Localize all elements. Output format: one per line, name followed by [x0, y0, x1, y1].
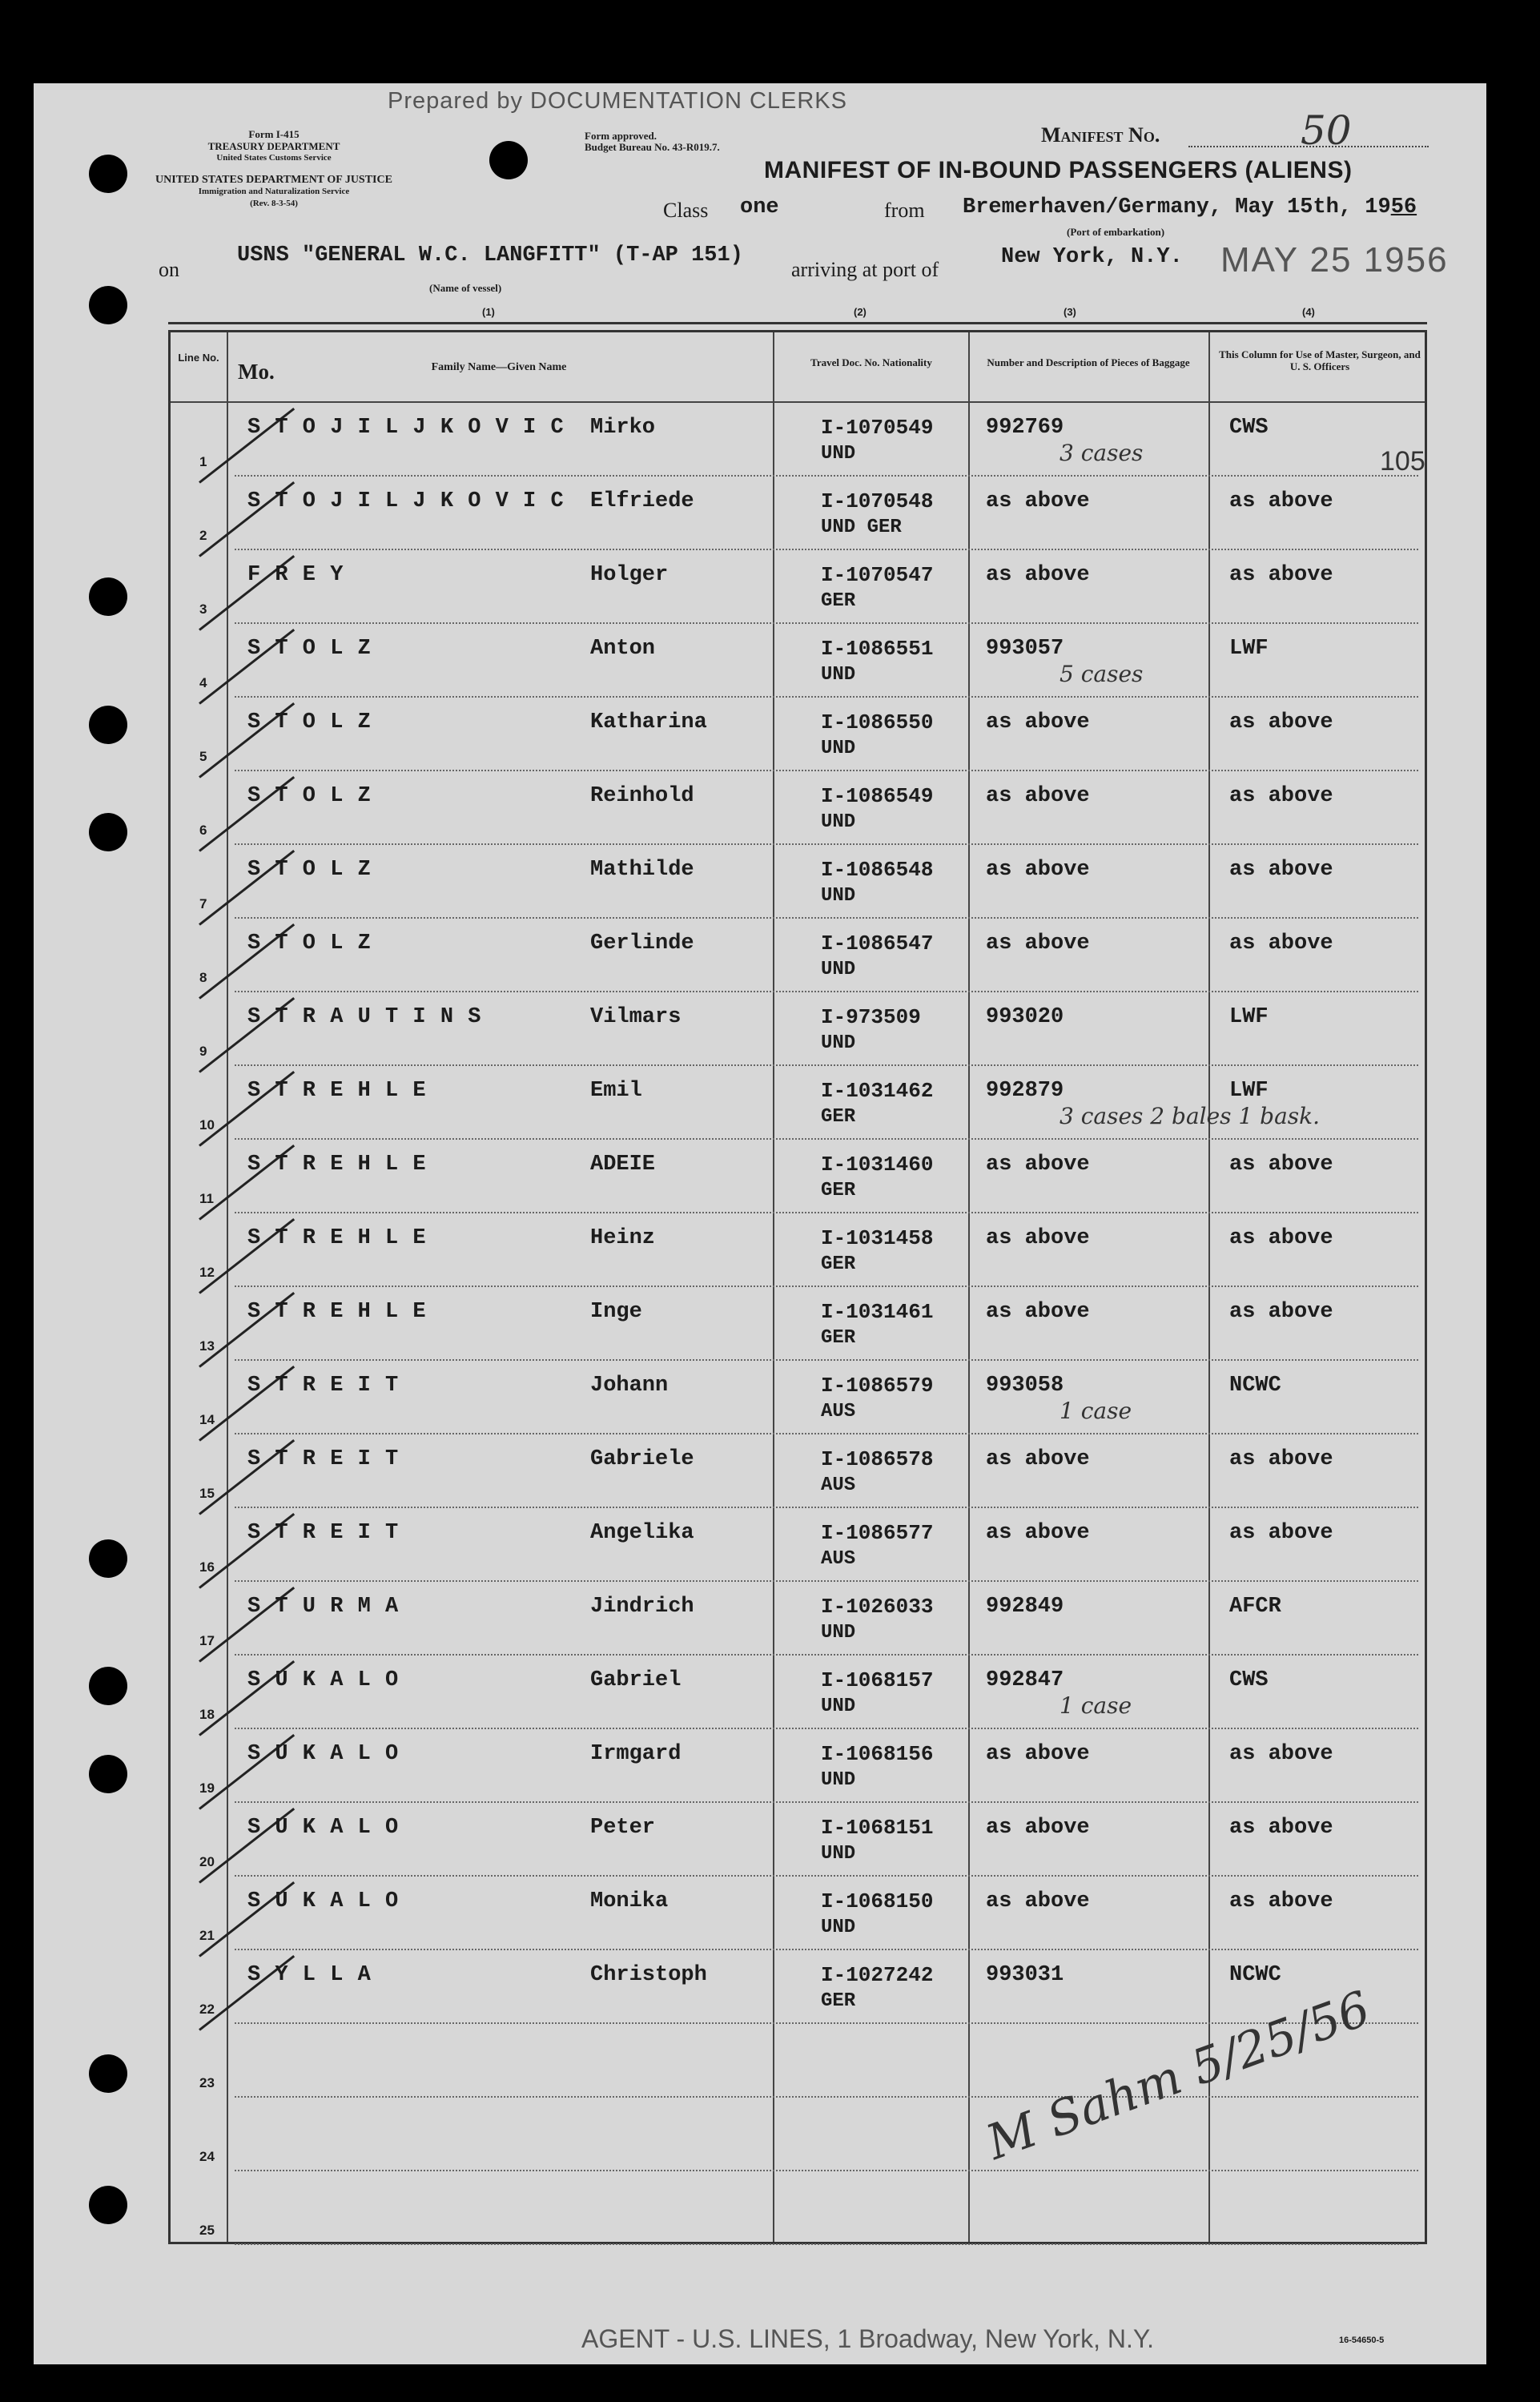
row-separator: [235, 2170, 1418, 2171]
line-number: 7: [199, 896, 207, 911]
given-name: Vilmars: [590, 1005, 682, 1029]
line-number: 5: [199, 749, 207, 764]
budget-bureau: Budget Bureau No. 43-R019.7.: [585, 141, 720, 153]
officer-column-entry: NCWC: [1229, 1374, 1281, 1398]
agent-footer: AGENT - U.S. LINES, 1 Broadway, New York, N.Y.: [581, 2324, 1154, 2353]
travel-doc-number: I-1086548: [821, 858, 934, 882]
nationality: UND: [821, 811, 856, 833]
baggage-description: as above: [986, 1816, 1090, 1840]
line-number: 4: [199, 675, 207, 690]
baggage-description: as above: [986, 1447, 1090, 1471]
binder-hole: [89, 577, 127, 616]
customs-label: United States Customs Service: [216, 153, 332, 163]
travel-doc-number: I-1068156: [821, 1742, 934, 1766]
given-name: Inge: [590, 1300, 642, 1324]
family-name: S T O L Z: [247, 637, 372, 661]
nationality: UND: [821, 885, 856, 907]
row-separator: [235, 1801, 1418, 1803]
nationality: UND: [821, 1769, 856, 1791]
line-number: 16: [199, 1559, 215, 1575]
binder-hole: [89, 1667, 127, 1705]
manifest-title: MANIFEST OF IN-BOUND PASSENGERS (ALIENS): [764, 157, 1353, 183]
officers-header: This Column for Use of Master, Surgeon, and U. S. Officers: [1219, 348, 1421, 372]
nationality: AUS: [821, 1401, 856, 1422]
row-separator: [235, 991, 1418, 992]
col-marker-3: (3): [1064, 306, 1076, 318]
nationality: AUS: [821, 1475, 856, 1496]
officer-column-entry: as above: [1229, 1300, 1333, 1324]
given-name: Holger: [590, 563, 669, 587]
baggage-description: as above: [986, 1226, 1090, 1250]
given-name: Christoph: [590, 1963, 707, 1987]
travel-doc-number: I-1026033: [821, 1595, 934, 1619]
nationality: GER: [821, 1106, 856, 1128]
given-name: Johann: [590, 1374, 669, 1398]
port-of-arrival: New York, N.Y.: [1001, 245, 1183, 269]
baggage-description: 993057: [986, 637, 1064, 661]
officer-column-entry: as above: [1229, 1889, 1333, 1913]
officer-column-entry: as above: [1229, 1153, 1333, 1177]
binder-hole: [89, 706, 127, 744]
family-name: F R E Y: [247, 563, 344, 587]
nationality: UND: [821, 1032, 856, 1054]
embarkation-caption: (Port of embarkation): [1067, 226, 1165, 238]
given-name: Mathilde: [590, 858, 694, 882]
baggage-description: 992847: [986, 1668, 1064, 1692]
nationality: GER: [821, 1327, 856, 1349]
given-name: Reinhold: [590, 784, 694, 808]
officer-signature: M Sahm 5/25/56: [979, 1980, 1377, 2171]
line-number: 2: [199, 528, 207, 543]
family-name: S U K A L O: [247, 1742, 400, 1766]
justice-label: UNITED STATES DEPARTMENT OF JUSTICE: [155, 174, 392, 186]
manifest-sheet: [34, 83, 1486, 2364]
col-marker-4: (4): [1302, 306, 1315, 318]
officer-column-entry: as above: [1229, 1816, 1333, 1840]
row-separator: [235, 1728, 1418, 1729]
nationality: GER: [821, 1990, 856, 2012]
travel-doc-number: I-1086551: [821, 637, 934, 661]
line-number: 17: [199, 1633, 215, 1648]
manifest-number: 50: [1301, 107, 1352, 154]
row-separator: [235, 1875, 1418, 1877]
travel-doc-number: I-1070547: [821, 563, 934, 587]
line-no-header: Line No.: [178, 352, 219, 364]
col-divider-travel: [968, 332, 970, 2242]
baggage-description: as above: [986, 1889, 1090, 1913]
print-code: 16-54650-5: [1339, 2336, 1385, 2345]
family-name: S T R A U T I N S: [247, 1005, 482, 1029]
travel-doc-number: I-1086579: [821, 1374, 934, 1398]
baggage-description: 992769: [986, 416, 1064, 440]
given-name: Mirko: [590, 416, 656, 440]
row-separator: [235, 1580, 1418, 1582]
binder-hole: [489, 141, 528, 179]
given-name: Monika: [590, 1889, 669, 1913]
given-name: Irmgard: [590, 1742, 682, 1766]
nationality: UND: [821, 738, 856, 759]
officer-column-entry: AFCR: [1229, 1595, 1281, 1619]
family-name: S T R E I T: [247, 1374, 400, 1398]
given-name: Gabriel: [590, 1668, 682, 1692]
baggage-description: 992849: [986, 1595, 1064, 1619]
nationality: UND: [821, 1622, 856, 1644]
row-separator: [235, 1507, 1418, 1508]
officer-column-entry: CWS: [1229, 416, 1269, 440]
line-number: 1: [199, 454, 207, 469]
officer-column-entry: LWF: [1229, 637, 1269, 661]
nationality: UND: [821, 1696, 856, 1717]
officer-column-entry: as above: [1229, 563, 1333, 587]
nationality: UND: [821, 1917, 856, 1938]
line-number: 21: [199, 1928, 215, 1943]
nationality: UND GER: [821, 517, 902, 538]
row-separator: [235, 1433, 1418, 1434]
officer-column-entry: as above: [1229, 489, 1333, 513]
officer-column-entry: as above: [1229, 931, 1333, 956]
line-number: 14: [199, 1412, 215, 1427]
given-name: Elfriede: [590, 489, 694, 513]
travel-doc-number: I-1086549: [821, 784, 934, 808]
baggage-description: as above: [986, 1153, 1090, 1177]
officer-column-entry: LWF: [1229, 1005, 1269, 1029]
family-name: S T R E H L E: [247, 1079, 427, 1103]
vessel-caption: (Name of vessel): [429, 282, 502, 294]
baggage-description: 993058: [986, 1374, 1064, 1398]
nationality: UND: [821, 959, 856, 980]
clerk-stamp: Prepared by DOCUMENTATION CLERKS: [388, 88, 847, 114]
line-number: 20: [199, 1854, 215, 1869]
officer-column-entry: as above: [1229, 784, 1333, 808]
travel-doc-number: I-1027242: [821, 1963, 934, 1987]
officer-column-entry: as above: [1229, 1226, 1333, 1250]
family-name: S U K A L O: [247, 1889, 400, 1913]
row-separator: [235, 2243, 1418, 2245]
row-separator: [235, 549, 1418, 550]
row-separator: [235, 1285, 1418, 1287]
travel-doc-number: I-973509: [821, 1005, 921, 1029]
baggage-description: 992879: [986, 1079, 1064, 1103]
travel-doc-number: I-1070549: [821, 416, 934, 440]
given-name: Jindrich: [590, 1595, 694, 1619]
row-separator: [235, 475, 1418, 477]
family-name: S U K A L O: [247, 1668, 400, 1692]
binder-hole: [89, 155, 127, 193]
family-name: S U K A L O: [247, 1816, 400, 1840]
family-name: S T O L Z: [247, 931, 372, 956]
family-name: S T O L Z: [247, 784, 372, 808]
officer-column-entry: as above: [1229, 1521, 1333, 1545]
nationality: AUS: [821, 1548, 856, 1570]
baggage-description: as above: [986, 710, 1090, 734]
travel-doc-number: I-1086577: [821, 1521, 934, 1545]
row-separator: [235, 1212, 1418, 1213]
header-divider: [171, 401, 1425, 403]
line-number: 25: [199, 2223, 215, 2238]
travel-doc-number: I-1031460: [821, 1153, 934, 1177]
given-name: ADEIE: [590, 1153, 656, 1177]
family-name: S T U R M A: [247, 1595, 400, 1619]
binder-hole: [89, 1539, 127, 1578]
travel-doc-number: I-1068157: [821, 1668, 934, 1692]
form-approved: Form approved.: [585, 130, 657, 142]
travel-doc-number: I-1031458: [821, 1226, 934, 1250]
baggage-description: 993020: [986, 1005, 1064, 1029]
row-separator: [235, 1138, 1418, 1140]
col-divider-name: [773, 332, 774, 2242]
treasury-label: TREASURY DEPARTMENT: [207, 140, 340, 152]
baggage-handwritten-note: 1 case: [1060, 1398, 1132, 1424]
line-number: 18: [199, 1707, 215, 1722]
row-separator: [235, 2096, 1418, 2098]
row-separator: [235, 1949, 1418, 1950]
side-note-number: 105: [1380, 446, 1425, 477]
nationality: UND: [821, 443, 856, 465]
binder-hole: [89, 813, 127, 851]
baggage-description: as above: [986, 858, 1090, 882]
baggage-description: as above: [986, 784, 1090, 808]
row-separator: [235, 843, 1418, 845]
travel-doc-number: I-1031461: [821, 1300, 934, 1324]
class-label: Class: [663, 199, 709, 222]
header-rule: [168, 322, 1427, 324]
baggage-handwritten-note: 3 cases: [1060, 440, 1144, 466]
officer-column-entry: as above: [1229, 1742, 1333, 1766]
row-separator: [235, 1654, 1418, 1656]
family-name: S T R E H L E: [247, 1300, 427, 1324]
binder-hole: [89, 2054, 127, 2093]
family-name: S T O L Z: [247, 858, 372, 882]
line-number: 12: [199, 1265, 215, 1280]
baggage-description: as above: [986, 563, 1090, 587]
given-name: Gabriele: [590, 1447, 694, 1471]
row-separator: [235, 696, 1418, 698]
given-name: Angelika: [590, 1521, 694, 1545]
arriving-label: arriving at port of: [791, 258, 939, 281]
travel-doc-number: I-1068151: [821, 1816, 934, 1840]
baggage-handwritten-note: 1 case: [1060, 1692, 1132, 1719]
family-name: S T R E H L E: [247, 1153, 427, 1177]
nationality: GER: [821, 1180, 856, 1201]
travel-doc-number: I-1086547: [821, 931, 934, 956]
officer-column-entry: LWF: [1229, 1079, 1269, 1103]
name-header: Family Name—Given Name: [431, 361, 567, 373]
given-name: Heinz: [590, 1226, 656, 1250]
family-name: S T R E I T: [247, 1447, 400, 1471]
family-name: S T R E I T: [247, 1521, 400, 1545]
travel-doc-header: Travel Doc. No. Nationality: [810, 356, 932, 368]
line-number: 13: [199, 1338, 215, 1354]
binder-hole: [89, 286, 127, 324]
line-number: 3: [199, 602, 207, 617]
class-value: one: [740, 195, 779, 219]
mo-label: Mo.: [238, 360, 275, 384]
given-name: Gerlinde: [590, 931, 694, 956]
officer-column-entry: as above: [1229, 858, 1333, 882]
from-label: from: [884, 199, 925, 222]
row-separator: [235, 622, 1418, 624]
line-number: 24: [199, 2149, 215, 2164]
given-name: Anton: [590, 637, 656, 661]
manifest-no-label: Manifest No.: [1041, 123, 1160, 147]
nationality: GER: [821, 1253, 856, 1275]
arrival-date-stamp: MAY 25 1956: [1220, 240, 1449, 280]
line-number: 10: [199, 1117, 215, 1133]
nationality: UND: [821, 664, 856, 686]
given-name: Peter: [590, 1816, 656, 1840]
baggage-handwritten-note: 5 cases: [1060, 661, 1144, 687]
given-name: Katharina: [590, 710, 707, 734]
family-name: S T O L Z: [247, 710, 372, 734]
line-number: 9: [199, 1044, 207, 1059]
officer-column-entry: as above: [1229, 710, 1333, 734]
nationality: GER: [821, 590, 856, 612]
port-of-embarkation: Bremerhaven/Germany, May 15th, 1956: [963, 195, 1417, 219]
officer-column-entry: NCWC: [1229, 1963, 1281, 1987]
baggage-handwritten-note: 3 cases 2 bales 1 bask.: [1060, 1103, 1320, 1129]
line-number: 11: [199, 1191, 214, 1206]
row-separator: [235, 770, 1418, 771]
family-name: S T R E H L E: [247, 1226, 427, 1250]
line-number: 15: [199, 1486, 215, 1501]
travel-doc-number: I-1068150: [821, 1889, 934, 1913]
row-separator: [235, 917, 1418, 919]
baggage-description: as above: [986, 1521, 1090, 1545]
travel-doc-number: I-1031462: [821, 1079, 934, 1103]
baggage-description: as above: [986, 931, 1090, 956]
on-label: on: [159, 258, 179, 281]
nationality: UND: [821, 1843, 856, 1865]
officer-column-entry: CWS: [1229, 1668, 1269, 1692]
baggage-header: Number and Description of Pieces of Baggage: [987, 356, 1190, 368]
binder-hole: [89, 2186, 127, 2224]
form-number: Form I-415: [248, 128, 300, 140]
family-name: S Y L L A: [247, 1963, 372, 1987]
travel-doc-number: I-1086578: [821, 1447, 934, 1471]
given-name: Emil: [590, 1079, 642, 1103]
travel-doc-number: I-1086550: [821, 710, 934, 734]
vessel-name: USNS "GENERAL W.C. LANGFITT" (T-AP 151): [237, 243, 743, 268]
col-marker-1: (1): [482, 306, 495, 318]
passenger-table: [168, 330, 1427, 2244]
ins-label: Immigration and Naturalization Service: [198, 187, 350, 196]
line-number: 22: [199, 2002, 215, 2017]
col-divider-baggage: [1208, 332, 1210, 2242]
family-name: S T O J I L J K O V I C: [247, 416, 565, 440]
col-marker-2: (2): [854, 306, 867, 318]
row-separator: [235, 1064, 1418, 1066]
line-number: 23: [199, 2075, 215, 2090]
revision-label: (Rev. 8-3-54): [250, 199, 298, 208]
family-name: S T O J I L J K O V I C: [247, 489, 565, 513]
officer-column-entry: as above: [1229, 1447, 1333, 1471]
col-divider-line: [227, 332, 228, 2242]
line-number: 8: [199, 970, 207, 985]
baggage-description: 993031: [986, 1963, 1064, 1987]
line-number: 19: [199, 1780, 215, 1796]
baggage-description: as above: [986, 489, 1090, 513]
binder-hole: [89, 1755, 127, 1793]
row-separator: [235, 1359, 1418, 1361]
baggage-description: as above: [986, 1300, 1090, 1324]
baggage-description: as above: [986, 1742, 1090, 1766]
travel-doc-number: I-1070548: [821, 489, 934, 513]
line-number: 6: [199, 823, 207, 838]
